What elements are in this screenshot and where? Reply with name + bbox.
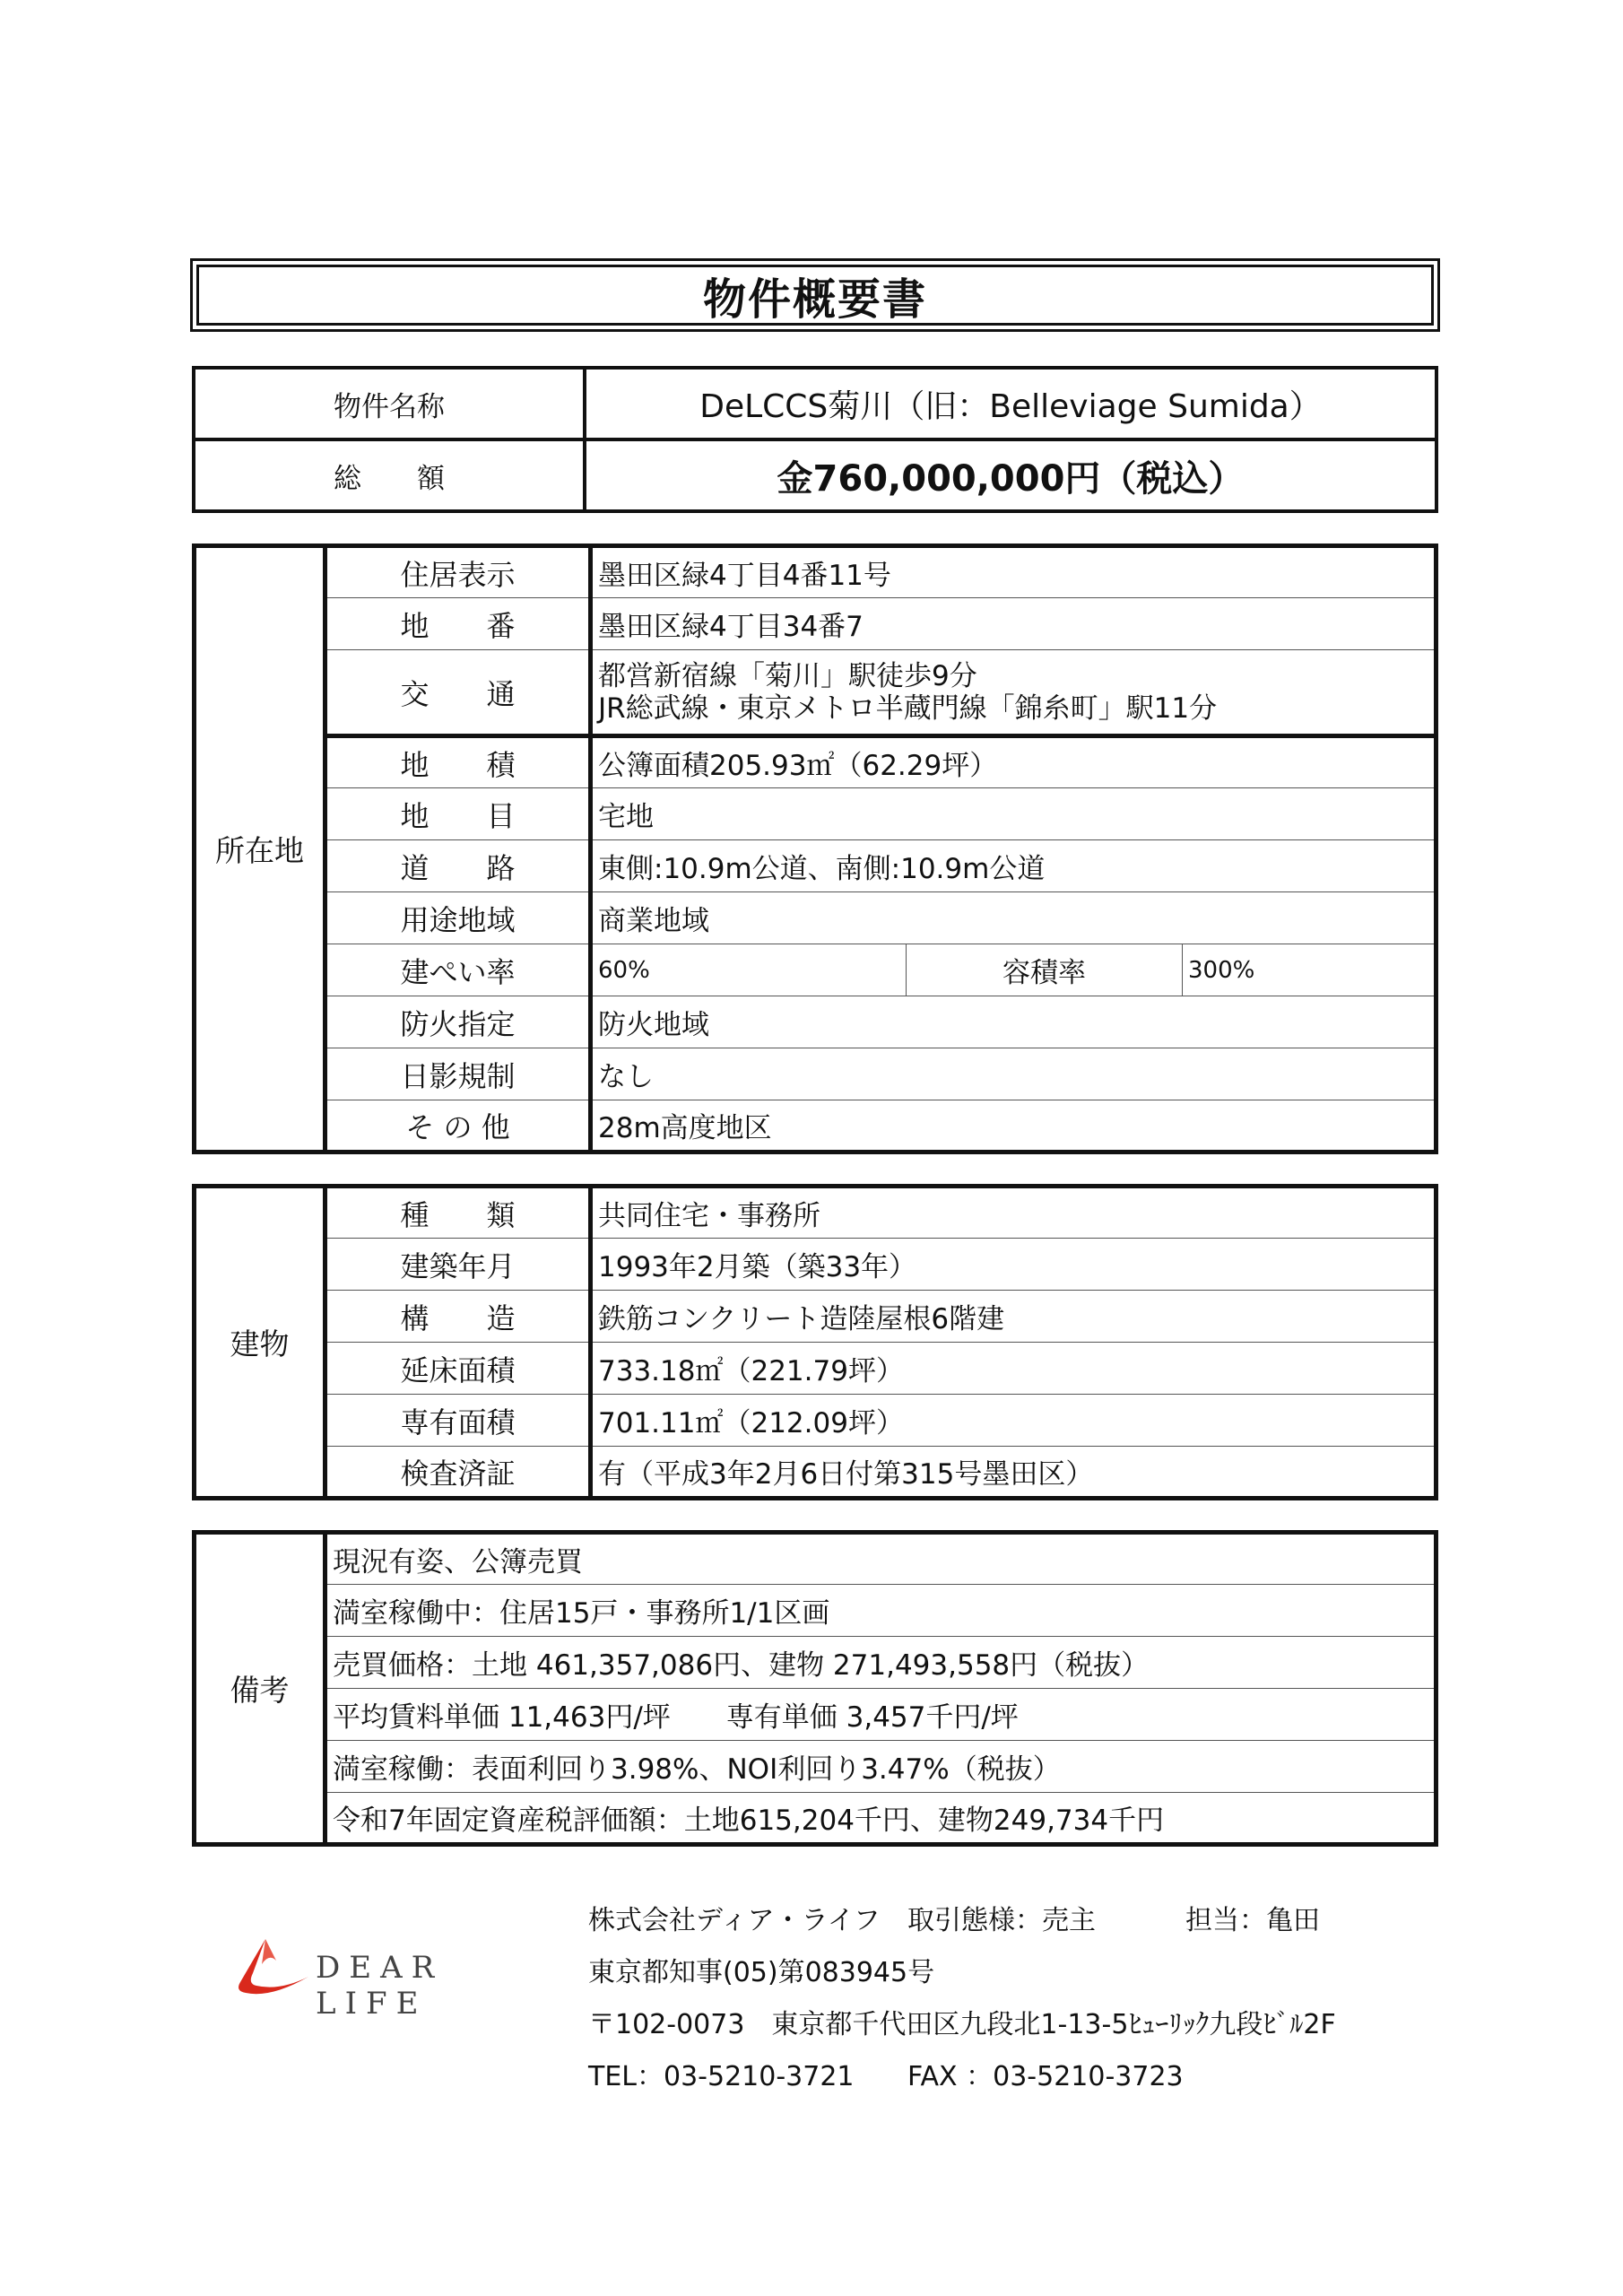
logo-text: DEAR LIFE (316, 1950, 444, 2022)
page-title: 物件概要書 (196, 265, 1434, 326)
building-table (192, 1184, 1438, 1500)
row-value: 共同住宅・事務所 (591, 1187, 1436, 1239)
phone-fax-line (588, 2054, 1184, 2093)
title-box (190, 258, 1440, 332)
company-line (588, 1898, 1320, 1937)
transit-line-2: JR総武線・東京メトロ半蔵門線「錦糸町」駅11分 (598, 691, 1218, 725)
row-label: 交 通 (325, 650, 591, 736)
row-label: 専有面積 (325, 1395, 591, 1447)
row-value: 60% (591, 944, 907, 996)
row-value: なし (591, 1048, 1436, 1100)
table-row (195, 736, 1436, 788)
transit-line-1: 都営新宿線「菊川」駅徒歩9分 (598, 659, 977, 692)
table-row (195, 840, 1436, 892)
table-row (195, 892, 1436, 944)
table-row (195, 788, 1436, 840)
row-label: 地 番 (325, 598, 591, 650)
table-row (195, 1048, 1436, 1100)
property-name-label: 物件名称 (194, 368, 585, 439)
row-value: 商業地域 (591, 892, 1436, 944)
row-label: 種 類 (325, 1187, 591, 1239)
remark-line: 満室稼働中：住居15戸・事務所1/1区画 (325, 1585, 1436, 1637)
table-row (195, 1187, 1436, 1239)
table-row (195, 1533, 1436, 1585)
floor-area-ratio-value: 300% (1183, 944, 1436, 996)
row-label: 建築年月 (325, 1239, 591, 1291)
company-address: 〒102-0073 東京都千代田区九段北1-13-5ﾋｭｰﾘｯｸ九段ﾋﾞﾙ2F (588, 2009, 1336, 2040)
floor-area-ratio-label: 容積率 (907, 944, 1183, 996)
row-label: 住居表示 (325, 546, 591, 598)
remarks-table (192, 1530, 1438, 1847)
table-row (195, 1239, 1436, 1291)
row-value: 公簿面積205.93㎡（62.29坪） (591, 736, 1436, 788)
table-row (195, 996, 1436, 1048)
row-value: 宅地 (591, 788, 1436, 840)
row-value: 28m高度地区 (591, 1100, 1436, 1152)
row-value: 701.11㎡（212.09坪） (591, 1395, 1436, 1447)
total-price-label: 総 額 (194, 439, 585, 511)
transaction-type: 取引態様：売主 (907, 1905, 1096, 1936)
table-row (195, 1585, 1436, 1637)
table-row (195, 1637, 1436, 1689)
row-label: 検査済証 (325, 1447, 591, 1499)
row-label: 日影規制 (325, 1048, 591, 1100)
row-value: 733.18㎡（221.79坪） (591, 1343, 1436, 1395)
row-value: 防火地域 (591, 996, 1436, 1048)
location-group-label: 所在地 (195, 546, 325, 1152)
table-row (195, 546, 1436, 598)
license-number: 東京都知事(05)第083945号 (588, 1957, 935, 1988)
remark-line: 現況有姿、公簿売買 (325, 1533, 1436, 1585)
summary-row-name (194, 368, 1436, 439)
table-row (195, 1100, 1436, 1152)
remarks-group-label: 備考 (195, 1533, 325, 1845)
logo-mark-icon (226, 1934, 312, 2005)
fax-number: FAX ：03-5210-3723 (907, 2061, 1184, 2092)
property-name-value: DeLCCS菊川（旧：Belleviage Sumida） (585, 368, 1436, 439)
summary-table (192, 366, 1438, 513)
building-group-label: 建物 (195, 1187, 325, 1499)
row-label: 道 路 (325, 840, 591, 892)
remark-line: 平均賃料単価 11,463円/坪 専有単価 3,457千円/坪 (325, 1689, 1436, 1741)
table-row (195, 1343, 1436, 1395)
company-name: 株式会社ディア・ライフ (588, 1905, 881, 1936)
table-row (195, 1447, 1436, 1499)
remark-line: 令和7年固定資産税評価額：土地615,204千円、建物249,734千円 (325, 1793, 1436, 1845)
contact-person: 担当：亀田 (1185, 1905, 1320, 1936)
table-row (195, 1291, 1436, 1343)
row-label: 地 積 (325, 736, 591, 788)
row-value: 墨田区緑4丁目34番7 (591, 598, 1436, 650)
total-price-value: 金760,000,000円（税込） (585, 439, 1436, 511)
table-row (195, 1395, 1436, 1447)
row-label: 構 造 (325, 1291, 591, 1343)
table-row (195, 1793, 1436, 1845)
remark-line: 売買価格：土地 461,357,086円、建物 271,493,558円（税抜） (325, 1637, 1436, 1689)
row-label: 防火指定 (325, 996, 591, 1048)
row-label: 用途地域 (325, 892, 591, 944)
summary-row-total (194, 439, 1436, 511)
company-logo (226, 1934, 531, 2022)
remark-line: 満室稼働：表面利回り3.98%、NOI利回り3.47%（税抜） (325, 1741, 1436, 1793)
row-label: 地 目 (325, 788, 591, 840)
table-row (195, 1689, 1436, 1741)
row-value (591, 650, 1436, 736)
row-value: 有（平成3年2月6日付第315号墨田区） (591, 1447, 1436, 1499)
table-row (195, 650, 1436, 736)
row-label: そ の 他 (325, 1100, 591, 1152)
location-table (192, 544, 1438, 1154)
row-value: 墨田区緑4丁目4番11号 (591, 546, 1436, 598)
table-row (195, 944, 1436, 996)
table-row (195, 1741, 1436, 1793)
phone-number: TEL：03-5210-3721 (588, 2061, 855, 2092)
row-label: 延床面積 (325, 1343, 591, 1395)
row-value: 東側:10.9m公道、南側:10.9m公道 (591, 840, 1436, 892)
table-row (195, 598, 1436, 650)
row-value: 1993年2月築（築33年） (591, 1239, 1436, 1291)
row-label: 建ぺい率 (325, 944, 591, 996)
row-value: 鉄筋コンクリート造陸屋根6階建 (591, 1291, 1436, 1343)
